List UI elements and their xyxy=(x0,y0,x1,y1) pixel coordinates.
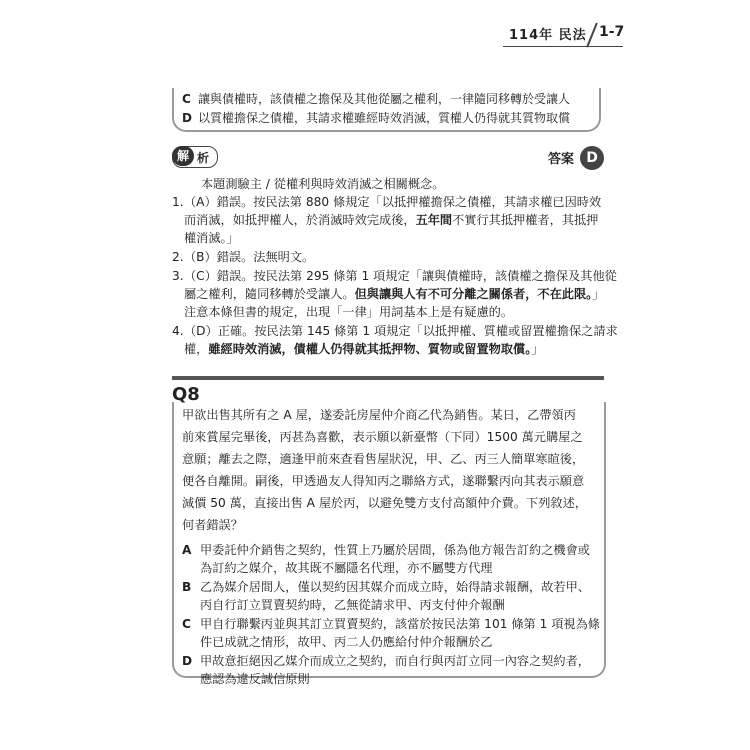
option-c-line: 甲自行聯繫丙並與其訂立買賣契約，該當於按民法第 101 條第 1 項視為條 xyxy=(200,617,600,631)
question-stem-line: 何者錯誤？ xyxy=(182,518,243,532)
option-letter-a: A xyxy=(182,543,192,557)
question-stem-line: 減價 50 萬，直接出售 A 屋於丙，以避免雙方支付高額仲介費。下列敘述， xyxy=(182,496,587,510)
item-line: （C）錯誤。按民法第 295 條第 1 項規定「讓與債權時，該債權之擔保及其他從 xyxy=(184,269,617,283)
question-stem-line: 便各自離開。嗣後，甲透過友人得知丙之聯絡方式，遂聯繫丙向其表示願意 xyxy=(182,474,585,488)
item-line: 權，雖經時效消滅，債權人仍得就其抵押物、質物或留置物取償。」 xyxy=(184,342,544,356)
option-letter: D xyxy=(182,111,192,125)
item-line: 屬之權利，隨同移轉於受讓人。但與讓與人有不可分離之關係者，不在此限。」 xyxy=(184,287,605,301)
option-b-line: 乙為媒介居間人，僅以契約因其媒介而成立時，始得請求報酬，故若甲、 xyxy=(200,580,590,594)
option-letter-d: D xyxy=(182,654,193,668)
option-c-prev xyxy=(182,90,570,107)
option-d-line: 應認為違反誠信原則 xyxy=(200,672,310,686)
item-line: （A）錯誤。按民法第 880 條規定「以抵押權擔保之債權，其請求權已因時效 xyxy=(184,195,602,209)
question-stem-line: 前來賞屋完畢後，丙甚為喜歡，表示願以新臺幣（下同）1500 萬元購屋之 xyxy=(182,430,583,444)
option-text: 讓與債權時，該債權之擔保及其他從屬之權利，一律隨同移轉於受讓人 xyxy=(198,92,571,106)
option-letter: C xyxy=(182,92,191,106)
answer-label: 答案 xyxy=(547,152,574,167)
analysis-badge xyxy=(172,146,218,168)
option-a-line: 為訂約之媒介，故其既不屬隱名代理，亦不屬雙方代理 xyxy=(200,561,493,575)
item-line: 權消滅。」 xyxy=(184,231,239,245)
badge-light: 析 xyxy=(197,151,210,165)
item-number: 2. xyxy=(172,250,184,264)
badge-dark: 解 xyxy=(172,146,194,166)
item-line: 注意本條但書的規定，出現「一律」用詞基本上是有疑慮的。 xyxy=(184,305,514,319)
question-header xyxy=(172,376,604,404)
option-letter-b: B xyxy=(182,580,192,594)
question-bar xyxy=(172,376,604,380)
item-line: 而消滅，如抵押權人，於消滅時效完成後，五年間不實行其抵押權者，其抵押 xyxy=(184,213,599,227)
item-line: （B）錯誤。法無明文。 xyxy=(184,250,315,264)
option-b-line: 丙自行訂立買賣契約時，乙無從請求甲、丙支付仲介報酬 xyxy=(200,598,505,612)
option-c-line: 件已成就之情形，故甲、丙二人仍應給付仲介報酬於乙 xyxy=(200,635,493,649)
question-stem-line: 甲欲出售其所有之 A 屋，遂委託房屋仲介商乙代為銷售。某日，乙帶領丙 xyxy=(182,408,576,422)
item-number: 4. xyxy=(172,324,184,338)
option-letter-c: C xyxy=(182,617,191,631)
item-number: 3. xyxy=(172,269,184,283)
item-line: （D）正確。按民法第 145 條第 1 項規定「以抵押權、質權或留置權擔保之請求 xyxy=(184,324,618,338)
question-stem-line: 意願；離去之際，適逢甲前來查看售屋狀況，甲、乙、丙三人簡單寒暄後， xyxy=(182,452,585,466)
analysis-header xyxy=(172,146,604,170)
page-number: 1-7 xyxy=(599,24,625,40)
option-text: 以質權擔保之債權，其請求權雖經時效消滅，質權人仍得就其質物取償 xyxy=(198,111,571,125)
page-header xyxy=(503,20,703,48)
option-d-prev xyxy=(182,109,570,126)
option-d-line: 甲故意拒絕因乙媒介而成立之契約，而自行與丙訂立同一內容之契約者， xyxy=(200,654,590,668)
item-number: 1. xyxy=(172,195,184,209)
answer-circle: D xyxy=(580,146,604,170)
analysis-intro: 本題測驗主 / 從權利與時效消滅之相關概念。 xyxy=(201,177,445,191)
option-a-line: 甲委託仲介銷售之契約，性質上乃屬於居間，係為他方報告訂約之機會或 xyxy=(200,543,590,557)
question-label: Q8 xyxy=(172,384,200,405)
header-title: 114年 民法 xyxy=(509,28,587,43)
